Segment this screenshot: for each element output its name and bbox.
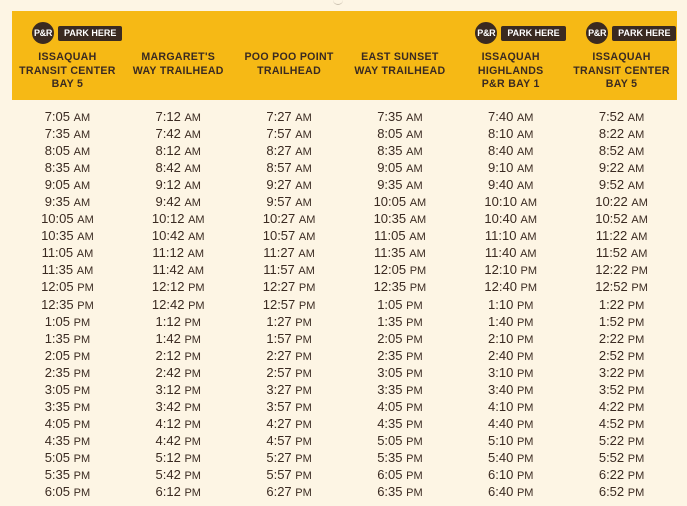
departure-time: 11:35 AM — [374, 245, 426, 261]
departure-time: 11:10 AM — [484, 228, 537, 244]
departure-time: 1:42 PM — [155, 330, 201, 346]
departure-time: 10:52 AM — [595, 211, 648, 227]
departure-time: 2:35 PM — [377, 347, 423, 363]
departure-time: 6:52 PM — [598, 484, 645, 500]
stop-name-line: TRAILHEAD — [257, 64, 322, 77]
departure-time: 12:57 PM — [262, 296, 316, 312]
departure-time: 11:05 AM — [374, 228, 426, 244]
stop-header-5 — [455, 11, 566, 100]
departure-time: 5:05 PM — [377, 432, 423, 448]
departure-time: 1:35 PM — [377, 313, 423, 329]
timetable-body — [12, 108, 677, 500]
departure-time: 5:05 PM — [44, 449, 91, 465]
departure-time: 8:52 AM — [598, 143, 645, 159]
departure-time: 12:35 PM — [41, 296, 94, 312]
departure-time: 2:27 PM — [266, 347, 312, 363]
stop-name — [344, 51, 455, 78]
departure-time: 12:10 PM — [484, 262, 538, 278]
departure-time: 8:10 AM — [488, 126, 534, 142]
departure-time: 4:10 PM — [488, 398, 534, 414]
departure-time: 5:42 PM — [155, 466, 201, 482]
departure-time: 3:05 PM — [377, 364, 423, 380]
departure-time: 1:27 PM — [266, 313, 312, 329]
time-column-6 — [566, 108, 677, 500]
departure-time: 9:27 AM — [266, 177, 312, 193]
departure-time: 6:27 PM — [266, 484, 312, 500]
stop-name-line: MARGARET'S — [141, 51, 216, 63]
departure-time: 12:42 PM — [151, 296, 205, 312]
departure-time: 5:12 PM — [155, 449, 201, 465]
departure-time: 9:10 AM — [488, 160, 534, 176]
departure-time: 7:27 AM — [266, 109, 312, 124]
stop-name-line: WAY TRAILHEAD — [132, 64, 224, 77]
departure-time: 12:40 PM — [484, 279, 538, 295]
stop-name-line: TRANSIT CENTER — [573, 64, 670, 77]
departure-time: 9:35 AM — [44, 194, 91, 210]
departure-time: 2:10 PM — [488, 330, 534, 346]
departure-time: 7:35 AM — [44, 126, 91, 142]
departure-time: 10:27 AM — [262, 211, 316, 227]
departure-time: 3:35 PM — [44, 398, 91, 414]
departure-time: 4:05 PM — [44, 415, 91, 431]
stop-name-line: HIGHLANDS — [477, 64, 544, 77]
departure-time: 3:10 PM — [488, 364, 534, 380]
departure-time: 12:52 PM — [595, 279, 648, 295]
departure-time: 4:42 PM — [155, 432, 201, 448]
departure-time: 9:52 AM — [598, 177, 645, 193]
departure-time: 7:12 AM — [155, 109, 201, 124]
departure-time: 4:35 PM — [44, 432, 91, 448]
departure-time: 6:12 PM — [155, 484, 201, 500]
departure-time: 5:10 PM — [488, 432, 534, 448]
departure-time: 2:57 PM — [266, 364, 312, 380]
stop-header-4 — [344, 11, 455, 100]
departure-time: 4:05 PM — [377, 398, 423, 414]
departure-time: 11:35 AM — [41, 262, 94, 278]
time-column-1 — [12, 108, 123, 500]
stop-name — [123, 51, 234, 78]
departure-time: 3:52 PM — [598, 381, 645, 397]
departure-time: 4:35 PM — [377, 415, 423, 431]
stop-name-line: TRANSIT CENTER — [19, 64, 116, 77]
departure-time: 5:57 PM — [266, 466, 312, 482]
park-and-ride-badge — [586, 22, 676, 44]
departure-time: 9:05 AM — [377, 160, 423, 176]
departure-time: 1:52 PM — [598, 313, 645, 329]
departure-time: 5:27 PM — [266, 449, 312, 465]
stop-name-line: BAY 5 — [605, 78, 638, 90]
park-and-ride-icon: P&R — [475, 22, 497, 44]
departure-time: 3:12 PM — [155, 381, 201, 397]
departure-time: 3:05 PM — [44, 381, 91, 397]
departure-time: 4:40 PM — [488, 415, 534, 431]
stop-name — [12, 51, 123, 92]
time-column-2 — [123, 108, 234, 500]
departure-time: 10:05 AM — [373, 194, 427, 210]
departure-time: 9:42 AM — [155, 194, 201, 210]
stop-header-1 — [12, 11, 123, 100]
departure-time: 1:57 PM — [266, 330, 312, 346]
departure-time: 10:42 AM — [151, 228, 205, 244]
departure-time: 1:10 PM — [488, 296, 534, 312]
departure-time: 2:40 PM — [488, 347, 534, 363]
departure-time: 10:57 AM — [262, 228, 316, 244]
departure-time: 3:35 PM — [377, 381, 423, 397]
stop-name-line: WAY TRAILHEAD — [354, 64, 446, 77]
departure-time: 3:27 PM — [266, 381, 312, 397]
departure-time: 1:12 PM — [155, 313, 201, 329]
departure-time: 6:05 PM — [377, 466, 423, 482]
stop-name-line: ISSAQUAH — [592, 51, 651, 63]
departure-time: 12:27 PM — [262, 279, 316, 295]
departure-time: 11:42 AM — [152, 262, 205, 278]
departure-time: 7:05 AM — [44, 109, 91, 124]
departure-time: 9:40 AM — [488, 177, 534, 193]
departure-time: 7:57 AM — [266, 126, 312, 142]
departure-time: 5:40 PM — [488, 449, 534, 465]
departure-time: 10:35 AM — [41, 228, 94, 244]
departure-time: 4:52 PM — [598, 415, 645, 431]
departure-time: 1:05 PM — [44, 313, 91, 329]
stop-header-3 — [234, 11, 345, 100]
departure-time: 3:42 PM — [155, 398, 201, 414]
time-column-4 — [344, 108, 455, 500]
departure-time: 2:52 PM — [598, 347, 645, 363]
departure-time: 8:57 AM — [266, 160, 312, 176]
departure-time: 1:40 PM — [488, 313, 534, 329]
departure-time: 3:22 PM — [598, 364, 645, 380]
departure-time: 2:22 PM — [598, 330, 645, 346]
departure-time: 8:40 AM — [488, 143, 534, 159]
departure-time: 7:35 AM — [377, 109, 423, 124]
park-here-label: PARK HERE — [612, 26, 676, 41]
departure-time: 8:27 AM — [266, 143, 312, 159]
departure-time: 11:05 AM — [41, 245, 94, 261]
park-and-ride-icon: P&R — [32, 22, 54, 44]
departure-time: 10:40 AM — [484, 211, 538, 227]
departure-time: 12:12 PM — [151, 279, 205, 295]
departure-time: 8:12 AM — [155, 143, 201, 159]
time-column-5 — [455, 108, 566, 500]
departure-time: 10:35 AM — [373, 211, 427, 227]
departure-time: 2:05 PM — [44, 347, 91, 363]
stop-name — [455, 51, 566, 92]
departure-time: 2:42 PM — [155, 364, 201, 380]
departure-time: 5:35 PM — [377, 449, 423, 465]
departure-time: 5:52 PM — [598, 449, 645, 465]
departure-time: 8:42 AM — [155, 160, 201, 176]
park-and-ride-icon: P&R — [586, 22, 608, 44]
departure-time: 7:42 AM — [155, 126, 201, 142]
departure-time: 9:22 AM — [598, 160, 645, 176]
departure-time: 12:05 PM — [41, 279, 94, 295]
departure-time: 12:22 PM — [595, 262, 648, 278]
departure-time: 1:05 PM — [377, 296, 423, 312]
departure-time: 9:57 AM — [266, 194, 312, 210]
departure-time: 7:40 AM — [488, 109, 534, 124]
departure-time: 11:52 AM — [595, 245, 648, 261]
departure-time: 2:35 PM — [44, 364, 91, 380]
stop-name — [566, 51, 677, 92]
departure-time: 10:22 AM — [595, 194, 648, 210]
departure-time: 1:35 PM — [44, 330, 91, 346]
departure-time: 6:05 PM — [44, 484, 91, 500]
departure-time: 8:05 AM — [44, 143, 91, 159]
departure-time: 6:40 PM — [488, 484, 534, 500]
departure-time: 4:27 PM — [266, 415, 312, 431]
departure-time: 9:35 AM — [377, 177, 423, 193]
departure-time: 6:10 PM — [488, 466, 534, 482]
stop-header-6 — [566, 11, 677, 100]
departure-time: 10:10 AM — [484, 194, 538, 210]
departure-time: 11:40 AM — [484, 245, 537, 261]
stop-name-line: ISSAQUAH — [38, 51, 97, 63]
departure-time: 6:22 PM — [598, 466, 645, 482]
stop-header-2 — [123, 11, 234, 100]
departure-time: 12:35 PM — [373, 279, 427, 295]
stop-name-line: EAST SUNSET — [361, 51, 439, 63]
stop-name-line: P&R BAY 1 — [481, 78, 540, 90]
park-and-ride-badge — [475, 22, 565, 44]
departure-time: 8:22 AM — [598, 126, 645, 142]
stop-name-line: ISSAQUAH — [481, 51, 540, 63]
departure-time: 7:52 AM — [598, 109, 645, 124]
departure-time: 9:05 AM — [44, 177, 91, 193]
departure-time: 8:05 AM — [377, 126, 423, 142]
stop-name-line: BAY 5 — [51, 78, 84, 90]
departure-time: 8:35 AM — [44, 160, 91, 176]
departure-time: 1:22 PM — [598, 296, 645, 312]
departure-time: 11:27 AM — [263, 245, 315, 261]
departure-time: 5:22 PM — [598, 432, 645, 448]
park-and-ride-badge — [32, 22, 122, 44]
departure-time: 10:12 AM — [151, 211, 205, 227]
departure-time: 8:35 AM — [377, 143, 423, 159]
departure-time: 2:05 PM — [377, 330, 423, 346]
departure-time: 11:22 AM — [595, 228, 648, 244]
park-here-label: PARK HERE — [501, 26, 565, 41]
departure-time: 10:05 AM — [41, 211, 94, 227]
departure-time: 12:05 PM — [373, 262, 427, 278]
departure-time: 2:12 PM — [155, 347, 201, 363]
stop-name-line: POO POO POINT — [244, 51, 334, 63]
departure-time: 4:22 PM — [598, 398, 645, 414]
time-column-3 — [234, 108, 345, 500]
departure-time: 5:35 PM — [44, 466, 91, 482]
departure-time: 11:57 AM — [263, 262, 315, 278]
departure-time: 6:35 PM — [377, 484, 423, 500]
stop-name — [234, 51, 345, 78]
park-here-label: PARK HERE — [58, 26, 122, 41]
departure-time: 3:40 PM — [488, 381, 534, 397]
departure-time: 9:12 AM — [155, 177, 201, 193]
timetable-header — [12, 11, 677, 100]
departure-time: 4:57 PM — [266, 432, 312, 448]
departure-time: 11:12 AM — [152, 245, 205, 261]
departure-time: 3:57 PM — [266, 398, 312, 414]
decorative-mark — [333, 0, 343, 5]
departure-time: 4:12 PM — [155, 415, 201, 431]
